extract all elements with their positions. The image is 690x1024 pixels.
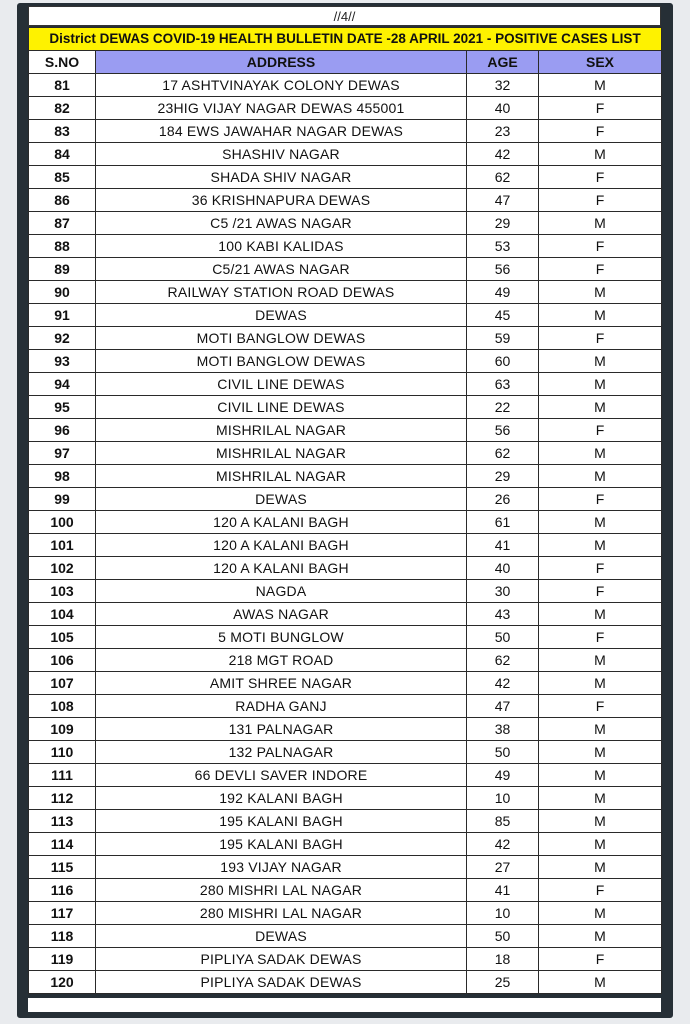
cell-address: PIPLIYA SADAK DEWAS — [96, 948, 467, 971]
cell-age: 22 — [467, 396, 539, 419]
cell-sex: F — [539, 580, 662, 603]
table-row — [29, 212, 662, 235]
cell-sno: 91 — [29, 304, 96, 327]
cell-sex: M — [539, 833, 662, 856]
cell-sex: M — [539, 925, 662, 948]
cell-sno: 113 — [29, 810, 96, 833]
cell-address: DEWAS — [96, 925, 467, 948]
cell-age: 32 — [467, 74, 539, 97]
table-row — [29, 764, 662, 787]
cell-address: 184 EWS JAWAHAR NAGAR DEWAS — [96, 120, 467, 143]
cell-address: RAILWAY STATION ROAD DEWAS — [96, 281, 467, 304]
cell-sex: F — [539, 879, 662, 902]
cell-sex: F — [539, 166, 662, 189]
cell-age: 56 — [467, 258, 539, 281]
table-row — [29, 833, 662, 856]
table-row — [29, 143, 662, 166]
cell-age: 42 — [467, 143, 539, 166]
cell-age: 50 — [467, 741, 539, 764]
cell-sno: 94 — [29, 373, 96, 396]
cell-age: 10 — [467, 902, 539, 925]
table-row — [29, 511, 662, 534]
cell-sex: F — [539, 258, 662, 281]
cell-age: 60 — [467, 350, 539, 373]
table-row — [29, 396, 662, 419]
cell-sno: 95 — [29, 396, 96, 419]
cell-sex: F — [539, 557, 662, 580]
table-row — [29, 948, 662, 971]
table-row — [29, 649, 662, 672]
cell-sex: M — [539, 511, 662, 534]
cell-age: 41 — [467, 879, 539, 902]
cell-sno: 102 — [29, 557, 96, 580]
cell-address: 192 KALANI BAGH — [96, 787, 467, 810]
cell-sex: F — [539, 235, 662, 258]
cell-address: 132 PALNAGAR — [96, 741, 467, 764]
cell-sno: 92 — [29, 327, 96, 350]
cell-sno: 115 — [29, 856, 96, 879]
cell-address: 23HIG VIJAY NAGAR DEWAS 455001 — [96, 97, 467, 120]
cell-age: 43 — [467, 603, 539, 626]
cell-age: 62 — [467, 442, 539, 465]
cell-age: 50 — [467, 925, 539, 948]
table-row — [29, 74, 662, 97]
cell-sex: M — [539, 74, 662, 97]
cell-address: AWAS NAGAR — [96, 603, 467, 626]
cell-sno: 82 — [29, 97, 96, 120]
table-row — [29, 534, 662, 557]
table-row — [29, 856, 662, 879]
table-row — [29, 419, 662, 442]
cell-sno: 88 — [29, 235, 96, 258]
cell-age: 53 — [467, 235, 539, 258]
cell-address: C5 /21 AWAS NAGAR — [96, 212, 467, 235]
cell-age: 56 — [467, 419, 539, 442]
cell-age: 62 — [467, 649, 539, 672]
cell-sno: 93 — [29, 350, 96, 373]
header-row — [29, 51, 662, 74]
cell-sex: M — [539, 672, 662, 695]
cell-sex: M — [539, 373, 662, 396]
cell-sex: M — [539, 350, 662, 373]
cell-sno: 83 — [29, 120, 96, 143]
cell-sex: M — [539, 534, 662, 557]
cell-address: 193 VIJAY NAGAR — [96, 856, 467, 879]
cell-sno: 107 — [29, 672, 96, 695]
table-row — [29, 304, 662, 327]
cell-sex: F — [539, 189, 662, 212]
table-row — [29, 971, 662, 994]
cell-age: 26 — [467, 488, 539, 511]
cell-age: 25 — [467, 971, 539, 994]
cell-sex: M — [539, 649, 662, 672]
cell-sex: F — [539, 419, 662, 442]
cell-sno: 100 — [29, 511, 96, 534]
cell-address: NAGDA — [96, 580, 467, 603]
cell-sno: 110 — [29, 741, 96, 764]
cell-sno: 81 — [29, 74, 96, 97]
cell-sex: M — [539, 971, 662, 994]
cell-sno: 96 — [29, 419, 96, 442]
cell-address: 218 MGT ROAD — [96, 649, 467, 672]
cell-sno: 109 — [29, 718, 96, 741]
cell-address: MISHRILAL NAGAR — [96, 419, 467, 442]
cell-sex: F — [539, 488, 662, 511]
cell-sno: 90 — [29, 281, 96, 304]
cell-sno: 97 — [29, 442, 96, 465]
table-row — [29, 672, 662, 695]
cell-age: 85 — [467, 810, 539, 833]
table-row — [29, 925, 662, 948]
cell-sno: 108 — [29, 695, 96, 718]
table-row — [29, 327, 662, 350]
cell-age: 27 — [467, 856, 539, 879]
cell-address: SHASHIV NAGAR — [96, 143, 467, 166]
cell-address: SHADA SHIV NAGAR — [96, 166, 467, 189]
table-row — [29, 258, 662, 281]
cell-sex: M — [539, 281, 662, 304]
table-row — [29, 902, 662, 925]
cell-address: 131 PALNAGAR — [96, 718, 467, 741]
cell-age: 47 — [467, 189, 539, 212]
cell-sex: M — [539, 465, 662, 488]
cell-sno: 101 — [29, 534, 96, 557]
cell-sno: 120 — [29, 971, 96, 994]
col-header-age: AGE — [467, 51, 539, 74]
col-header-sno: S.NO — [29, 51, 96, 74]
cell-age: 10 — [467, 787, 539, 810]
cell-sno: 104 — [29, 603, 96, 626]
table-row — [29, 603, 662, 626]
cell-sex: F — [539, 695, 662, 718]
cell-address: 36 KRISHNAPURA DEWAS — [96, 189, 467, 212]
cell-sno: 99 — [29, 488, 96, 511]
table-row — [29, 281, 662, 304]
cell-sno: 89 — [29, 258, 96, 281]
table-row — [29, 189, 662, 212]
cell-sno: 105 — [29, 626, 96, 649]
cell-address: DEWAS — [96, 304, 467, 327]
cell-sno: 117 — [29, 902, 96, 925]
cell-sex: M — [539, 143, 662, 166]
cell-age: 62 — [467, 166, 539, 189]
cell-sno: 116 — [29, 879, 96, 902]
cell-age: 29 — [467, 465, 539, 488]
cell-age: 63 — [467, 373, 539, 396]
page-number: //4// — [28, 6, 661, 26]
cell-address: 120 A KALANI BAGH — [96, 534, 467, 557]
cell-age: 59 — [467, 327, 539, 350]
cell-sno: 87 — [29, 212, 96, 235]
bulletin-title: District DEWAS COVID-19 HEALTH BULLETIN DATE -28 APRIL 2021 - POSITIVE CASES LIST — [29, 28, 662, 51]
cell-address: 66 DEVLI SAVER INDORE — [96, 764, 467, 787]
cell-address: PIPLIYA SADAK DEWAS — [96, 971, 467, 994]
table-row — [29, 879, 662, 902]
cell-address: 280 MISHRI LAL NAGAR — [96, 902, 467, 925]
cell-sex: F — [539, 120, 662, 143]
table-row — [29, 787, 662, 810]
cell-address: C5/21 AWAS NAGAR — [96, 258, 467, 281]
table-row — [29, 166, 662, 189]
cell-address: 5 MOTI BUNGLOW — [96, 626, 467, 649]
cell-age: 30 — [467, 580, 539, 603]
cell-sex: M — [539, 810, 662, 833]
table-row — [29, 695, 662, 718]
sheet-bottom-margin — [28, 998, 661, 1012]
cell-address: MISHRILAL NAGAR — [96, 442, 467, 465]
table-row — [29, 718, 662, 741]
cell-address: AMIT SHREE NAGAR — [96, 672, 467, 695]
cell-sno: 84 — [29, 143, 96, 166]
cell-age: 38 — [467, 718, 539, 741]
cell-sex: M — [539, 396, 662, 419]
cell-age: 18 — [467, 948, 539, 971]
cell-age: 45 — [467, 304, 539, 327]
cell-address: 100 KABI KALIDAS — [96, 235, 467, 258]
cell-age: 23 — [467, 120, 539, 143]
cell-age: 29 — [467, 212, 539, 235]
cell-sno: 114 — [29, 833, 96, 856]
table-row — [29, 626, 662, 649]
cell-address: DEWAS — [96, 488, 467, 511]
table-row — [29, 350, 662, 373]
cell-sex: M — [539, 741, 662, 764]
cell-sno: 85 — [29, 166, 96, 189]
cell-address: MOTI BANGLOW DEWAS — [96, 327, 467, 350]
table-row — [29, 373, 662, 396]
cell-sno: 86 — [29, 189, 96, 212]
cell-sex: F — [539, 948, 662, 971]
cell-sex: M — [539, 764, 662, 787]
cell-age: 40 — [467, 97, 539, 120]
col-header-sex: SEX — [539, 51, 662, 74]
cell-sex: M — [539, 856, 662, 879]
cell-sex: F — [539, 327, 662, 350]
cell-age: 47 — [467, 695, 539, 718]
cell-sex: F — [539, 97, 662, 120]
cell-sno: 118 — [29, 925, 96, 948]
cell-sno: 119 — [29, 948, 96, 971]
table-row — [29, 488, 662, 511]
table-row — [29, 97, 662, 120]
cell-sno: 103 — [29, 580, 96, 603]
cell-sex: M — [539, 212, 662, 235]
table-body — [29, 74, 662, 994]
table-row — [29, 557, 662, 580]
cell-age: 42 — [467, 833, 539, 856]
cell-sno: 111 — [29, 764, 96, 787]
cell-address: 195 KALANI BAGH — [96, 810, 467, 833]
cell-sex: M — [539, 442, 662, 465]
cell-sno: 112 — [29, 787, 96, 810]
cell-sex: M — [539, 902, 662, 925]
cell-address: CIVIL LINE DEWAS — [96, 373, 467, 396]
cell-age: 61 — [467, 511, 539, 534]
cell-age: 49 — [467, 764, 539, 787]
cell-age: 40 — [467, 557, 539, 580]
cell-address: 120 A KALANI BAGH — [96, 557, 467, 580]
cell-age: 49 — [467, 281, 539, 304]
cell-sex: M — [539, 787, 662, 810]
cell-sex: M — [539, 718, 662, 741]
cell-address: 120 A KALANI BAGH — [96, 511, 467, 534]
cell-address: MOTI BANGLOW DEWAS — [96, 350, 467, 373]
cell-sex: M — [539, 304, 662, 327]
cell-address: 17 ASHTVINAYAK COLONY DEWAS — [96, 74, 467, 97]
table-row — [29, 810, 662, 833]
cell-address: CIVIL LINE DEWAS — [96, 396, 467, 419]
cell-sex: F — [539, 626, 662, 649]
table-row — [29, 120, 662, 143]
cell-sex: M — [539, 603, 662, 626]
table-row — [29, 741, 662, 764]
positive-cases-table — [28, 27, 662, 994]
cell-address: 280 MISHRI LAL NAGAR — [96, 879, 467, 902]
cell-address: 195 KALANI BAGH — [96, 833, 467, 856]
cell-address: MISHRILAL NAGAR — [96, 465, 467, 488]
cell-sno: 106 — [29, 649, 96, 672]
table-row — [29, 442, 662, 465]
table-row — [29, 465, 662, 488]
col-header-address: ADDRESS — [96, 51, 467, 74]
cell-address: RADHA GANJ — [96, 695, 467, 718]
cell-age: 42 — [467, 672, 539, 695]
cell-age: 41 — [467, 534, 539, 557]
table-row — [29, 235, 662, 258]
cell-sno: 98 — [29, 465, 96, 488]
cell-age: 50 — [467, 626, 539, 649]
table-row — [29, 580, 662, 603]
